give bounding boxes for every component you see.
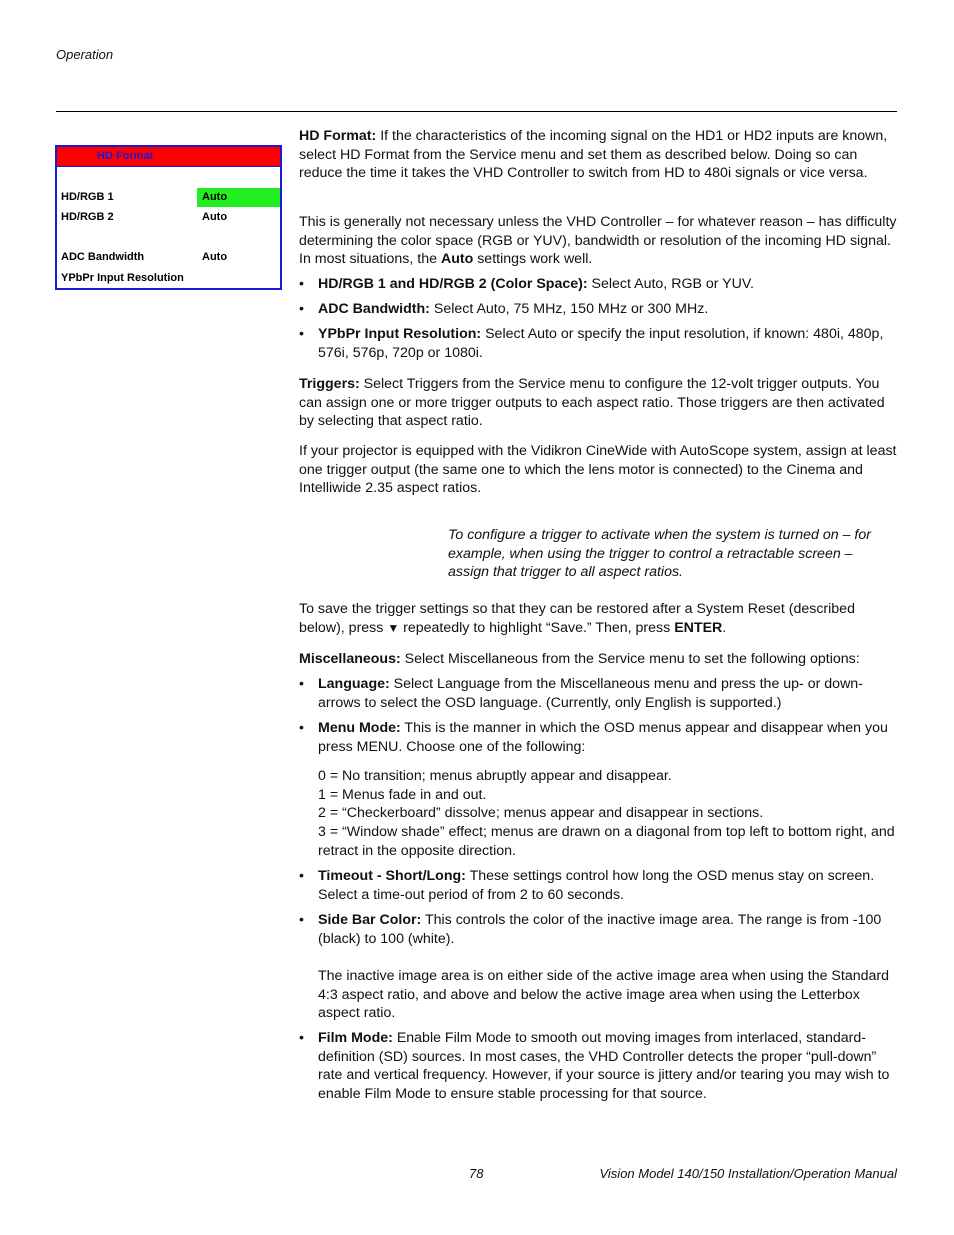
list-item [299, 719, 897, 756]
list-item [299, 867, 897, 904]
bullet: • [299, 301, 304, 317]
hd-format-paragraph [299, 127, 897, 183]
term: Miscellaneous: [299, 651, 401, 667]
body-text: Select Miscellaneous from the Service menu to set the following options: [400, 651, 860, 667]
page-number: 78 [469, 1166, 484, 1181]
list-item [299, 325, 897, 362]
menu-mode-option: 0 = No transition; menus abruptly appear and disappear. [318, 768, 672, 784]
running-header: Operation [56, 47, 114, 62]
body-text: These settings control how long the OSD menus stay on screen. Select a time-out period of from 2 to 60 seconds. [318, 868, 875, 903]
body-text: repeatedly to highlight “Save.” Then, press [399, 619, 675, 636]
note-paragraph [448, 526, 888, 582]
term: HD Format: [299, 128, 377, 144]
term: Timeout - Short/Long: [318, 868, 466, 884]
bullet: • [299, 326, 304, 342]
osd-row-value: Auto [202, 251, 228, 263]
menu-mode-option: 3 = “Window shade” effect; menus are drawn on a diagonal from top left to bottom right, and retract in the opposite direction. [318, 824, 895, 859]
body-text: This controls the color of the inactive image area. The range is from -100 (black) to 100 (white). [318, 912, 882, 947]
menu-mode-option: 1 = Menus fade in and out. [318, 786, 487, 803]
triggers-paragraph [299, 375, 897, 431]
term: Language: [318, 676, 390, 692]
body-text: This is the manner in which the OSD menus appear and disappear when you press MENU. Choose one of the following: [318, 720, 888, 755]
body-text: If your projector is equipped with the Vidikron CineWide with AutoScope system, assign at least one trigger output (the same one to which the lens motor is connected) to the Cinema and Intelliwide 2.35 aspect ratios. [299, 443, 897, 497]
bullet: • [299, 912, 304, 928]
cinewide-paragraph [299, 442, 897, 498]
body-text: To save the trigger settings so that they can be restored after a System Reset (described below), press [299, 601, 855, 636]
bullet: • [299, 1030, 304, 1046]
down-arrow-icon: ▼ [387, 620, 400, 635]
body-text: settings work well. [473, 251, 593, 268]
manual-title: Vision Model 140/150 Installation/Operation Manual [599, 1166, 897, 1181]
osd-title: HD Format [97, 150, 154, 162]
term: Auto [440, 251, 474, 268]
bullet: • [299, 676, 304, 692]
header-rule [56, 111, 897, 112]
osd-row-label: HD/RGB 2 [61, 211, 114, 223]
term: YPbPr Input Resolution: [318, 326, 482, 342]
osd-row-label: HD/RGB 1 [61, 191, 114, 203]
body-text: This is generally not necessary unless the VHD Controller – for whatever reason – has difficulty determining the color space (RGB or YUV), bandwidth or resolution of the incoming HD signal. In most situations, the [299, 214, 897, 268]
list-item [299, 911, 897, 948]
list-item [299, 275, 897, 294]
body-text: If the characteristics of the incoming signal on the HD1 or HD2 inputs are known, select HD Format from the Service menu and set them as described below. Doing so can reduce the time it takes the VHD Controller to switch from HD to 480i signals or vice versa. [299, 128, 888, 182]
body-text: . [722, 619, 727, 636]
body-text: The inactive image area is on either side of the active image area when using the Standard 4:3 aspect ratio, and above and below the active image area when using the Letterbox aspect ratio. [318, 968, 889, 1022]
term: Menu Mode: [318, 720, 401, 736]
body-text: Select Auto, RGB or YUV. [587, 276, 754, 292]
term: ENTER [674, 619, 723, 636]
hd-note-paragraph [299, 213, 897, 269]
body-text: Enable Film Mode to smooth out moving images from interlaced, standard-definition (SD) sources. In most cases, the VHD Controller detects the proper “pull-down” rate and vertical frequency. However, if your source is jittery and/or tearing you may wish to enable Film Mode to ensure stable processing for that source. [318, 1030, 890, 1103]
note-text: To configure a trigger to activate when the system is turned on – for example, when using the trigger to control a retractable screen – assign that trigger to all aspect ratios. [448, 527, 871, 581]
bullet: • [299, 868, 304, 884]
osd-row-value: Auto [202, 191, 228, 203]
osd-row-label: YPbPr Input Resolution [61, 272, 184, 284]
list-item [299, 300, 897, 319]
term: Film Mode: [318, 1030, 393, 1046]
list-item [299, 675, 897, 712]
body-text: Select Auto or specify the input resolution, if known: 480i, 480p, 576i, 576p, 720p or 1080i. [318, 326, 884, 361]
menu-mode-option: 2 = “Checkerboard” dissolve; menus appear and disappear in sections. [318, 805, 764, 822]
term: Triggers: [299, 376, 360, 392]
osd-menu-hd-format [55, 145, 282, 290]
osd-row-value: Auto [202, 211, 228, 223]
term: Side Bar Color: [318, 912, 422, 928]
body-text: Select Triggers from the Service menu to configure the 12-volt trigger outputs. You can assign one or more trigger outputs to each aspect ratio. Those triggers are then activated by selecting that aspect ratio. [299, 376, 885, 430]
save-paragraph [299, 600, 897, 637]
osd-title-bar [57, 147, 280, 167]
osd-row-label: ADC Bandwidth [61, 251, 145, 263]
bullet: • [299, 720, 304, 736]
misc-paragraph [299, 650, 897, 669]
menu-mode-options [318, 767, 897, 861]
side-bar-note [318, 967, 897, 1023]
list-item [299, 1029, 897, 1104]
body-text: Select Auto, 75 MHz, 150 MHz or 300 MHz. [429, 301, 709, 317]
bullet: • [299, 276, 304, 292]
body-text: Select Language from the Miscellaneous menu and press the up- or down-arrows to select the OSD language. (Currently, only English is supported.) [318, 676, 863, 711]
term: HD/RGB 1 and HD/RGB 2 (Color Space): [318, 276, 588, 292]
term: ADC Bandwidth: [318, 301, 430, 317]
